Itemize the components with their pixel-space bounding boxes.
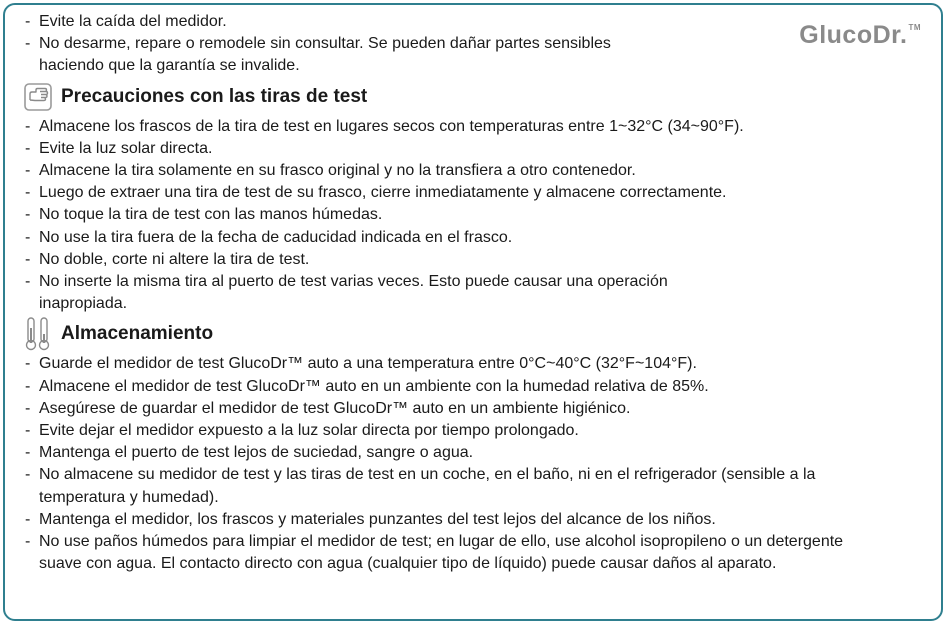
list-item-continuation: temperatura y humedad). bbox=[39, 488, 219, 506]
list-item: - Luego de extraer una tira de test de su frasco, cierre inmediatamente y almacene correctamente. bbox=[23, 182, 923, 204]
trademark-mark: TM bbox=[908, 23, 921, 32]
hand-pointing-icon bbox=[23, 82, 53, 112]
list-item: - No almacene su medidor de test y las tiras de test en un coche, en el baño, ni en el refrigerador (sensible a la bbox=[23, 464, 923, 486]
list-item: - Mantenga el puerto de test lejos de suciedad, sangre o agua. bbox=[23, 442, 923, 464]
list-item: - Almacene la tira solamente en su frasco original y no la transfiera a otro contenedor. bbox=[23, 160, 923, 182]
list-item-continuation: suave con agua. El contacto directo con agua (cualquier tipo de líquido) puede causar daños al aparato. bbox=[39, 555, 777, 573]
list-item: - Evite dejar el medidor expuesto a la luz solar directa por tiempo prolongado. bbox=[23, 420, 923, 442]
section-title: Precauciones con las tiras de test bbox=[61, 85, 368, 107]
thermometer-icon bbox=[23, 316, 53, 352]
list-item: - Asegúrese de guardar el medidor de test GlucoDr™ auto en un ambiente higiénico. bbox=[23, 398, 923, 420]
list-item: - Almacene el medidor de test GlucoDr™ auto en un ambiente con la humedad relativa de 85%. bbox=[23, 376, 923, 398]
list-item: - No use la tira fuera de la fecha de caducidad indicada en el frasco. bbox=[23, 227, 923, 249]
list-item: - Mantenga el medidor, los frascos y materiales punzantes del test lejos del alcance de los niños. bbox=[23, 509, 923, 531]
list-item: - Almacene los frascos de la tira de test en lugares secos con temperaturas entre 1~32°C (34~90°F). bbox=[23, 116, 923, 138]
list-item-continuation: haciendo que la garantía se invalide. bbox=[39, 57, 300, 75]
section-heading-strips bbox=[23, 78, 923, 116]
section-title: Almacenamiento bbox=[61, 323, 214, 345]
list-item: - No use paños húmedos para limpiar el medidor de test; en lugar de ello, use alcohol isopropileno o un detergente bbox=[23, 531, 923, 553]
list-item-continuation: inapropiada. bbox=[39, 295, 128, 313]
list-item: - No inserte la misma tira al puerto de test varias veces. Esto puede causar una operación bbox=[23, 271, 923, 293]
list-item: - Evite la caída del medidor. bbox=[23, 11, 923, 33]
list-item: - No doble, corte ni altere la tira de test. bbox=[23, 249, 923, 271]
document-body bbox=[23, 11, 923, 575]
list-item: - No desarme, repare o remodele sin consultar. Se pueden dañar partes sensibles bbox=[23, 33, 923, 55]
list-item: - No toque la tira de test con las manos húmedas. bbox=[23, 204, 923, 226]
brand-logo: GlucoDr.™ bbox=[799, 21, 921, 49]
content-frame bbox=[3, 3, 943, 621]
section-heading-storage bbox=[23, 315, 923, 353]
list-item: - Evite la luz solar directa. bbox=[23, 138, 923, 160]
list-item: - Guarde el medidor de test GlucoDr™ auto a una temperatura entre 0°C~40°C (32°F~104°F). bbox=[23, 353, 923, 375]
